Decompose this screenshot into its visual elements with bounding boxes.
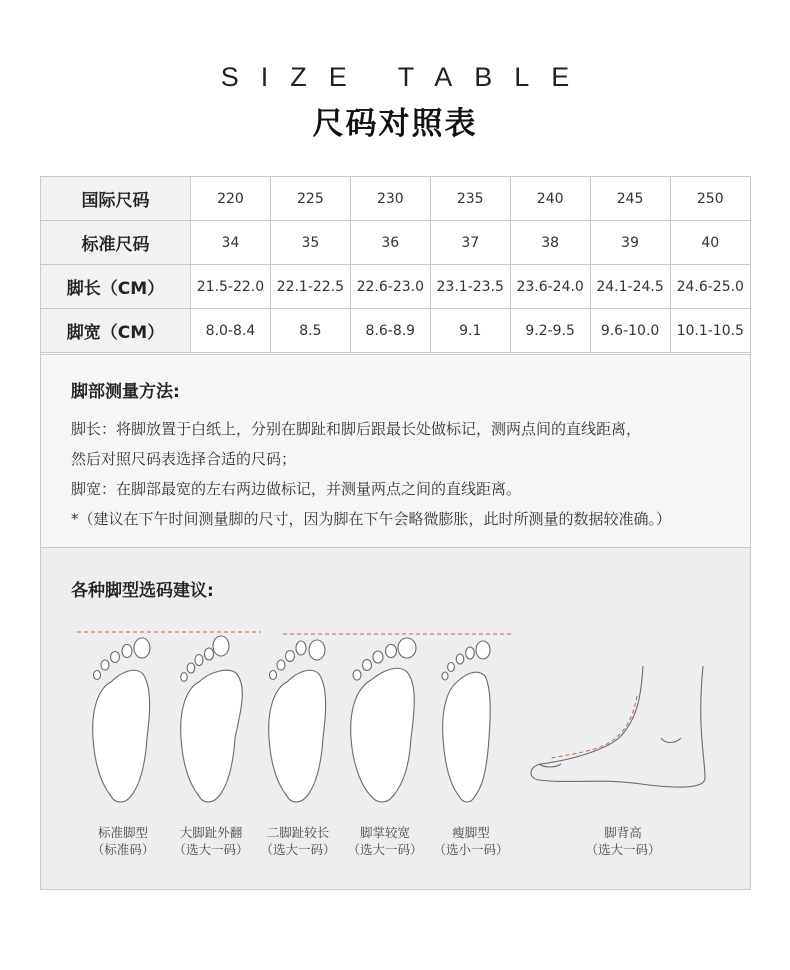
table-cell: 37 xyxy=(430,221,510,265)
standard-foot-icon xyxy=(93,638,150,802)
table-cell: 22.1-22.5 xyxy=(270,265,350,309)
table-cell: 21.5-22.0 xyxy=(191,265,271,309)
table-cell: 9.1 xyxy=(430,309,510,353)
size-sheet xyxy=(40,176,751,890)
wide-foot-icon xyxy=(351,638,416,802)
foot-label-high-instep xyxy=(575,824,671,858)
foot-tip: （选大一码） xyxy=(260,842,336,857)
foot-name: 瘦脚型 xyxy=(452,825,490,840)
table-cell: 22.6-23.0 xyxy=(350,265,430,309)
table-cell: 36 xyxy=(350,221,430,265)
foot-illustrations xyxy=(41,618,750,818)
long-second-toe-foot-icon xyxy=(269,640,326,802)
size-table xyxy=(41,177,750,353)
table-cell: 225 xyxy=(270,177,350,221)
row-label: 脚长（CM） xyxy=(41,265,191,309)
table-cell: 9.2-9.5 xyxy=(510,309,590,353)
table-cell: 40 xyxy=(670,221,750,265)
table-cell: 235 xyxy=(430,177,510,221)
foot-label-slim xyxy=(423,824,519,858)
table-cell: 23.1-23.5 xyxy=(430,265,510,309)
row-label: 国际尺码 xyxy=(41,177,191,221)
method-line: *（建议在下午时间测量脚的尺寸，因为脚在下午会略微膨胀，此时所测量的数据较准确。） xyxy=(71,510,672,528)
foot-label-wide xyxy=(337,824,433,858)
table-cell: 245 xyxy=(590,177,670,221)
measurement-method xyxy=(41,354,750,548)
foot-tip: （选大一码） xyxy=(347,842,423,857)
row-label: 脚宽（CM） xyxy=(41,309,191,353)
table-cell: 34 xyxy=(191,221,271,265)
foot-name: 标准脚型 xyxy=(97,825,148,840)
row-label: 标准尺码 xyxy=(41,221,191,265)
table-row xyxy=(41,177,750,221)
table-cell: 10.1-10.5 xyxy=(670,309,750,353)
table-cell: 23.6-24.0 xyxy=(510,265,590,309)
foot-name: 大脚趾外翻 xyxy=(179,825,243,840)
foot-name: 二脚趾较长 xyxy=(266,825,330,840)
method-heading: 脚部测量方法: xyxy=(71,382,180,402)
table-cell: 8.5 xyxy=(270,309,350,353)
table-cell: 38 xyxy=(510,221,590,265)
table-cell: 220 xyxy=(191,177,271,221)
table-cell: 24.6-25.0 xyxy=(670,265,750,309)
foot-type-advice xyxy=(41,548,750,889)
table-cell: 8.6-8.9 xyxy=(350,309,430,353)
high-instep-foot-icon xyxy=(531,666,705,787)
method-line: 然后对照尺码表选择合适的尺码； xyxy=(71,450,297,468)
slim-foot-icon xyxy=(442,641,490,802)
foot-tip: （选小一码） xyxy=(433,842,509,857)
table-cell: 240 xyxy=(510,177,590,221)
title-english: SIZE TABLE xyxy=(220,62,592,92)
table-cell: 8.0-8.4 xyxy=(191,309,271,353)
method-line: 脚长：将脚放置于白纸上，分别在脚趾和脚后跟最长处做标记，测两点间的直线距离， xyxy=(71,420,642,438)
table-cell: 9.6-10.0 xyxy=(590,309,670,353)
foot-tip: （选大一码） xyxy=(585,842,661,857)
method-line: 脚宽：在脚部最宽的左右两边做标记，并测量两点之间的直线距离。 xyxy=(71,480,522,498)
foot-name: 脚背高 xyxy=(604,825,642,840)
foot-label-standard xyxy=(75,824,171,858)
table-cell: 39 xyxy=(590,221,670,265)
bunion-foot-icon xyxy=(181,636,243,802)
foot-tip: （标准码） xyxy=(91,842,155,857)
foot-label-long-second-toe xyxy=(250,824,346,858)
table-row xyxy=(41,309,750,353)
table-row xyxy=(41,265,750,309)
foot-label-bunion xyxy=(163,824,259,858)
table-row xyxy=(41,221,750,265)
table-cell: 24.1-24.5 xyxy=(590,265,670,309)
advice-heading: 各种脚型选码建议: xyxy=(71,581,214,601)
foot-tip: （选大一码） xyxy=(173,842,249,857)
title-chinese: 尺码对照表 xyxy=(312,106,478,142)
table-cell: 230 xyxy=(350,177,430,221)
table-cell: 250 xyxy=(670,177,750,221)
foot-name: 脚掌较宽 xyxy=(359,825,410,840)
table-cell: 35 xyxy=(270,221,350,265)
